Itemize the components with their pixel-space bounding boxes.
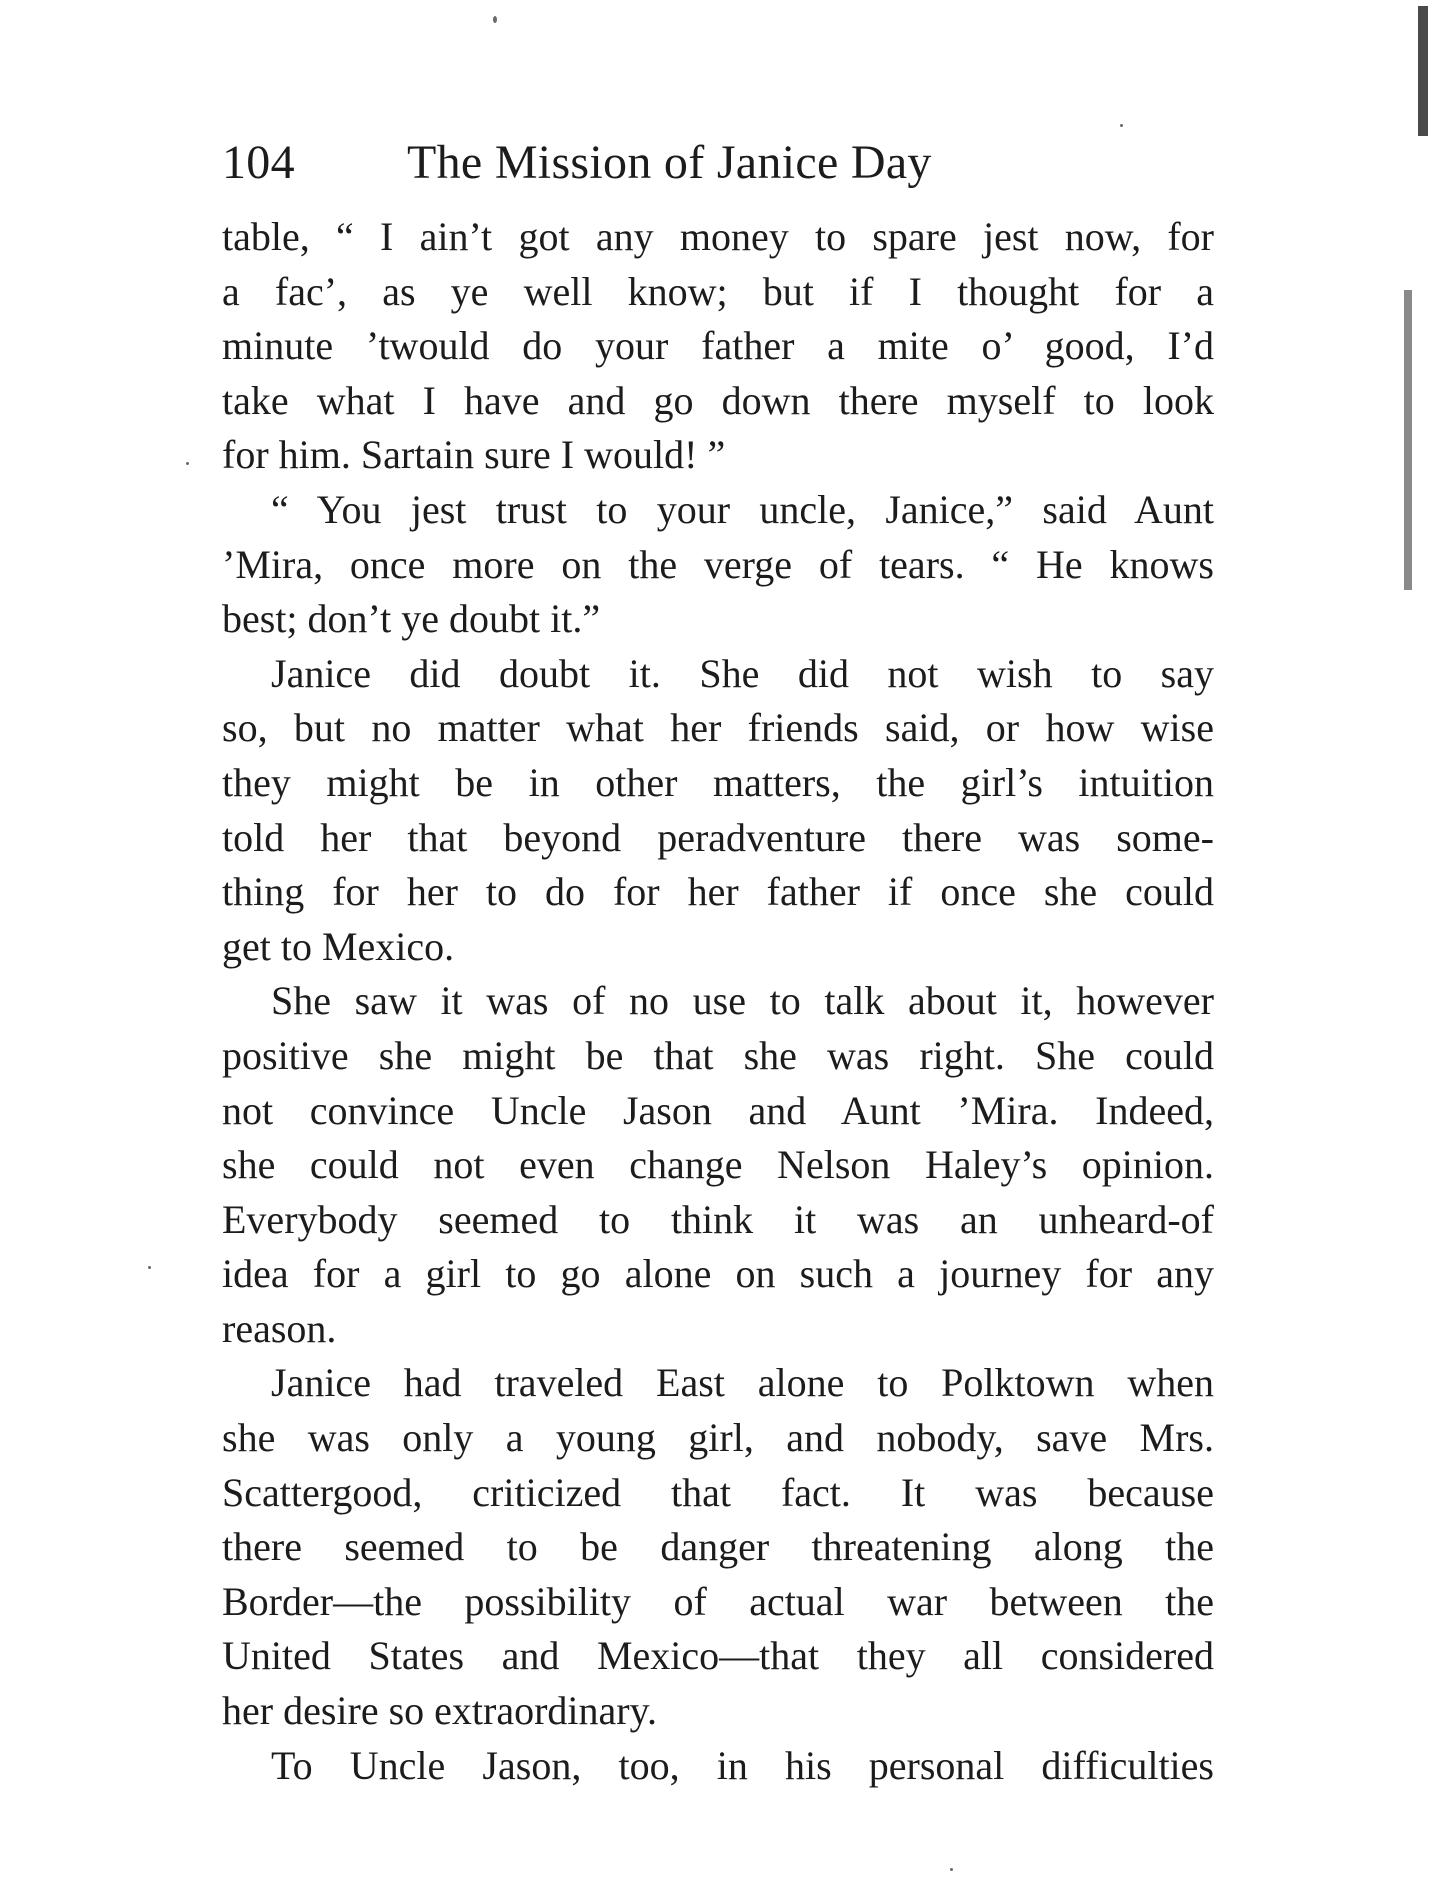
body-text <box>222 210 1214 1793</box>
scan-speck <box>950 1868 953 1871</box>
text-line: her desire so extraordinary. <box>222 1688 657 1734</box>
text-line: “ You jest trust to your uncle, Janice,” said Aunt <box>271 486 1214 532</box>
text-line: Everybody seemed to think it was an unheard-of <box>222 1196 1214 1242</box>
scan-speck <box>1120 124 1123 127</box>
text-line: she could not even change Nelson Haley’s opinion. <box>222 1142 1214 1188</box>
text-line: take what I have and go down there myself to look <box>222 377 1214 423</box>
book-title: The Mission of Janice Day <box>407 136 932 189</box>
text-line: reason. <box>222 1305 337 1351</box>
text-line: best; don’t ye doubt it.” <box>222 596 601 642</box>
scan-edge-mark <box>1418 6 1428 136</box>
text-line: for him. Sartain sure I would! ” <box>222 432 726 478</box>
text-line: they might be in other matters, the girl’s intuition <box>222 759 1214 805</box>
paragraph <box>222 210 1214 483</box>
text-line: she was only a young girl, and nobody, save Mrs. <box>222 1415 1214 1461</box>
text-line: Janice did doubt it. She did not wish to say <box>271 650 1214 696</box>
text-line: United States and Mexico—that they all considered <box>222 1633 1214 1679</box>
paragraph <box>222 647 1214 975</box>
text-line: Scattergood, criticized that fact. It was because <box>222 1469 1214 1515</box>
page-number: 104 <box>222 136 295 189</box>
text-line: She saw it was of no use to talk about it, however <box>271 978 1214 1024</box>
text-line: thing for her to do for her father if once she could <box>222 869 1214 915</box>
text-line: To Uncle Jason, too, in his personal difficulties <box>271 1742 1214 1788</box>
text-line: idea for a girl to go alone on such a journey for any <box>222 1251 1214 1297</box>
text-line: Janice had traveled East alone to Polktown when <box>271 1360 1214 1406</box>
text-line: positive she might be that she was right. She could <box>222 1032 1214 1078</box>
paragraph <box>222 1739 1214 1794</box>
running-head <box>222 128 1042 198</box>
text-line: get to Mexico. <box>222 923 455 969</box>
text-line: there seemed to be danger threatening along the <box>222 1524 1214 1570</box>
scan-speck <box>493 16 497 23</box>
paragraph <box>222 1356 1214 1738</box>
text-line: not convince Uncle Jason and Aunt ’Mira. Indeed, <box>222 1087 1214 1133</box>
text-line: told her that beyond peradventure there was some- <box>222 814 1214 860</box>
scan-speck <box>148 1266 151 1269</box>
paragraph <box>222 483 1214 647</box>
text-line: a fac’, as ye well know; but if I thought for a <box>222 268 1214 314</box>
text-line: table, “ I ain’t got any money to spare jest now, for <box>222 214 1214 259</box>
text-line: minute ’twould do your father a mite o’ good, I’d <box>222 323 1214 369</box>
text-line: so, but no matter what her friends said, or how wise <box>222 705 1214 751</box>
text-line: ’Mira, once more on the verge of tears. “ He knows <box>222 541 1214 587</box>
scan-speck <box>186 462 189 465</box>
scan-edge-mark <box>1404 290 1412 590</box>
paragraph <box>222 974 1214 1356</box>
text-line: Border—the possibility of actual war between the <box>222 1578 1214 1624</box>
